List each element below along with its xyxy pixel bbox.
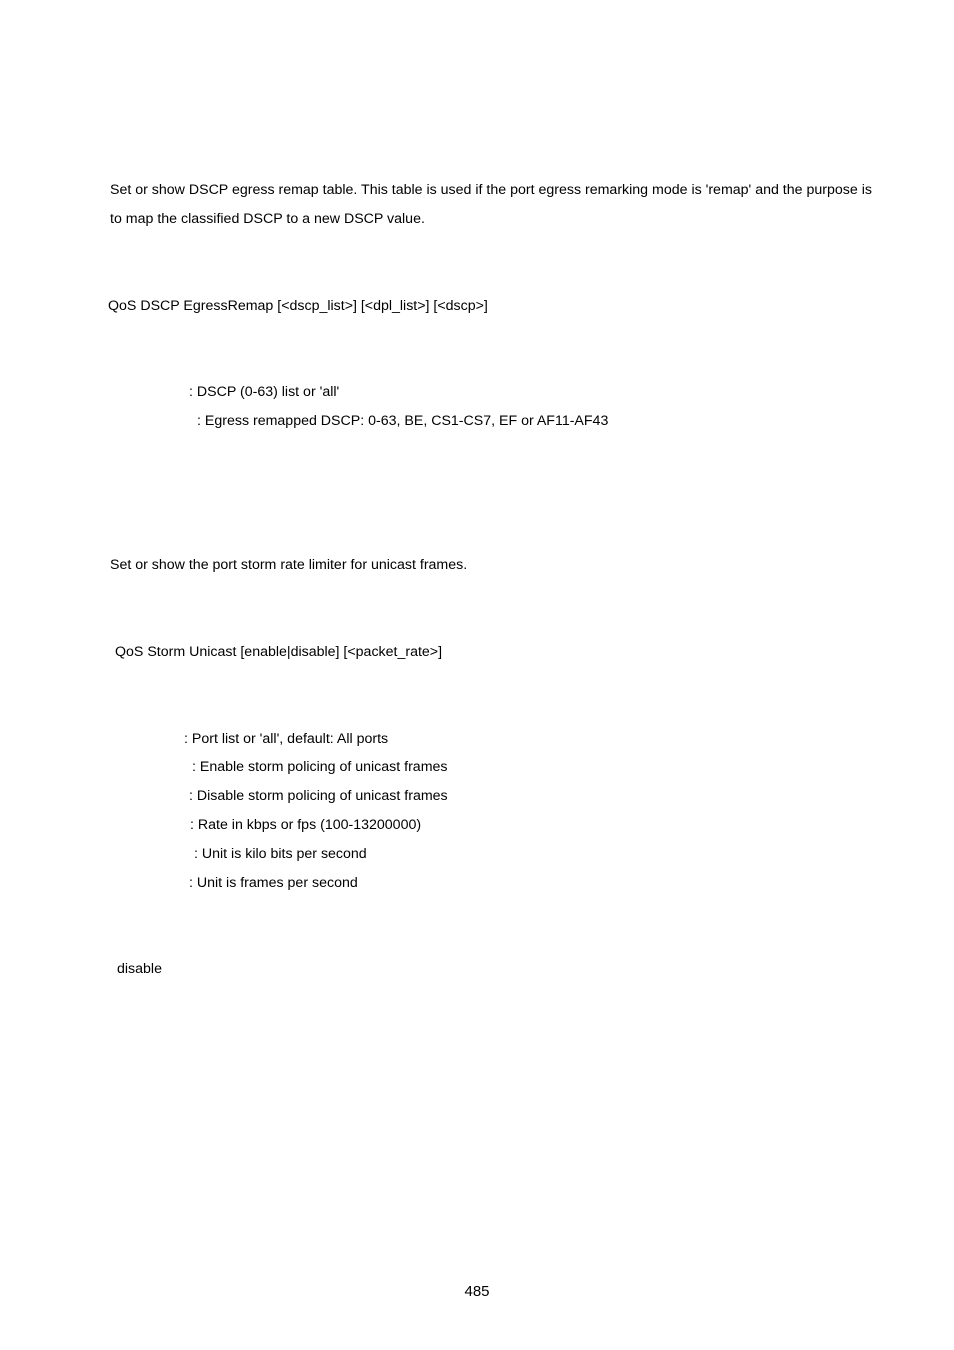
- syntax-line: QoS DSCP EgressRemap [<dscp_list>] [<dpl_list>] [<dscp>]: [108, 298, 488, 314]
- parameter-line: : DSCP (0-63) list or 'all': [189, 384, 340, 400]
- parameter-line: : Unit is kilo bits per second: [194, 846, 367, 862]
- page-number: 485: [464, 1283, 490, 1300]
- parameter-line: : Disable storm policing of unicast frames: [189, 788, 448, 804]
- parameter-line: : Unit is frames per second: [189, 875, 358, 891]
- parameter-line: : Port list or 'all', default: All ports: [184, 731, 389, 747]
- default-value: disable: [117, 961, 162, 977]
- description-line: to map the classified DSCP to a new DSCP value.: [110, 211, 425, 227]
- syntax-line: QoS Storm Unicast [enable|disable] [<packet_rate>]: [115, 644, 443, 660]
- parameter-line: : Egress remapped DSCP: 0-63, BE, CS1-CS7, EF or AF11-AF43: [197, 413, 609, 429]
- parameter-line: : Rate in kbps or fps (100-13200000): [190, 817, 422, 833]
- description-line: Set or show DSCP egress remap table. This table is used if the port egress remarking mode is 'remap' and the purpose is: [110, 182, 872, 198]
- parameter-line: : Enable storm policing of unicast frames: [192, 759, 448, 775]
- description-line: Set or show the port storm rate limiter for unicast frames.: [110, 557, 468, 573]
